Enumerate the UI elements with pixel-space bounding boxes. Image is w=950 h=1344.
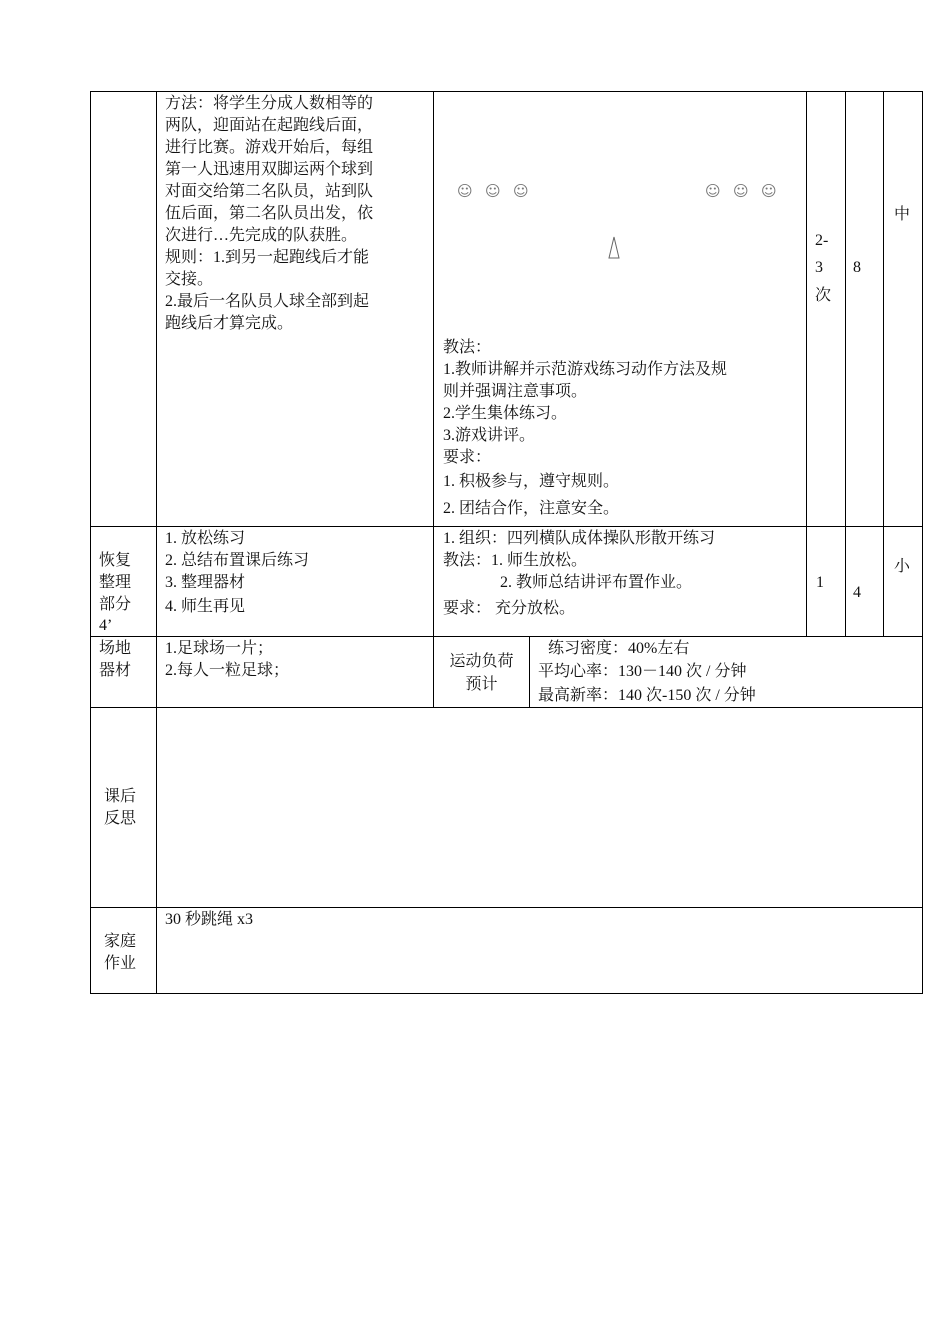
content-line: 2. 总结布置课后练习 bbox=[165, 552, 310, 569]
times-line: 次 bbox=[815, 287, 832, 304]
game-content-line: 次进行…先完成的队获胜。 bbox=[165, 227, 358, 244]
label-line: 场地 bbox=[99, 640, 132, 657]
game-duration: 8 bbox=[853, 259, 861, 276]
method-line: 1. 组织：四列横队成体操队形散开练习 bbox=[443, 530, 716, 547]
method-line: 教法： bbox=[443, 339, 492, 356]
game-content-line: 对面交给第二名队员，站到队 bbox=[165, 183, 374, 200]
table-border-top bbox=[90, 91, 923, 92]
row-divider bbox=[90, 907, 923, 908]
game-content-line: 伍后面，第二名队员出发，依 bbox=[165, 205, 374, 222]
method-line: 要求： 充分放松。 bbox=[443, 600, 576, 617]
label-line: 家庭 bbox=[104, 933, 137, 950]
game-content-line: 进行比赛。游戏开始后，每组 bbox=[165, 139, 374, 156]
content-line: 3. 整理器材 bbox=[165, 574, 246, 591]
method-line: 2. 团结合作，注意安全。 bbox=[443, 500, 620, 517]
times-line: 3 bbox=[815, 259, 823, 276]
reflection-content bbox=[157, 708, 922, 907]
row-divider bbox=[90, 526, 923, 527]
content-line: 1. 放松练习 bbox=[165, 530, 246, 547]
label-line: 运动负荷 bbox=[449, 653, 514, 670]
load-line: 平均心率：130－140 次 / 分钟 bbox=[538, 663, 747, 680]
game-content-line: 2.最后一名队员人球全部到起 bbox=[165, 293, 370, 310]
method-line: 教法：1. 师生放松。 bbox=[443, 552, 588, 569]
times-line: 2- bbox=[815, 232, 829, 249]
game-content-line: 跑线后才算完成。 bbox=[165, 315, 294, 332]
method-line: 1. 积极参与，遵守规则。 bbox=[443, 473, 620, 490]
method-line: 则并强调注意事项。 bbox=[443, 383, 588, 400]
homework-content: 30 秒跳绳 x3 bbox=[165, 911, 254, 928]
label-line: 课后 bbox=[104, 788, 137, 805]
label-line: 预计 bbox=[465, 676, 498, 693]
method-line: 2. 教师总结讲评布置作业。 bbox=[500, 574, 693, 591]
student-smiley-icon: ☺ bbox=[485, 182, 501, 200]
method-line: 2.学生集体练习。 bbox=[443, 405, 568, 422]
student-smiley-icon: ☺ bbox=[457, 182, 473, 200]
col-divider bbox=[529, 636, 530, 708]
load-line: 最高新率：140 次-150 次 / 分钟 bbox=[538, 687, 756, 704]
part-label-line: 4’ bbox=[99, 617, 113, 634]
label-line: 反思 bbox=[104, 810, 137, 827]
col-divider bbox=[845, 91, 846, 637]
content-line: 4. 师生再见 bbox=[165, 598, 246, 615]
student-smiley-icon: ☺ bbox=[513, 182, 529, 200]
table-border-bottom bbox=[90, 993, 923, 994]
part-label-line: 恢复 bbox=[99, 552, 132, 569]
recovery-times: 1 bbox=[816, 574, 824, 591]
table-border-left bbox=[90, 91, 91, 994]
load-line: 练习密度：40%左右 bbox=[548, 640, 690, 657]
col-divider bbox=[806, 91, 807, 637]
method-line: 要求： bbox=[443, 449, 492, 466]
label-line: 作业 bbox=[104, 955, 137, 972]
recovery-intensity: 小 bbox=[894, 558, 911, 575]
part-label-line: 整理 bbox=[99, 574, 132, 591]
game-content-line: 第一人迅速用双脚运两个球到 bbox=[165, 161, 374, 178]
game-content-line: 交接。 bbox=[165, 271, 214, 288]
table-border-right bbox=[922, 91, 923, 994]
method-line: 3.游戏讲评。 bbox=[443, 427, 536, 444]
content-line: 1.足球场一片； bbox=[165, 640, 274, 657]
cone-icon bbox=[608, 236, 620, 260]
recovery-duration: 4 bbox=[853, 584, 861, 601]
game-content-line: 方法：将学生分成人数相等的 bbox=[165, 95, 374, 112]
student-smiley-icon: ☺ bbox=[761, 182, 777, 200]
part-label-line: 部分 bbox=[99, 596, 132, 613]
method-line: 1.教师讲解并示范游戏练习动作方法及规 bbox=[443, 361, 728, 378]
col-divider bbox=[433, 91, 434, 708]
game-content-line: 规则：1.到另一起跑线后才能 bbox=[165, 249, 370, 266]
student-smiley-icon: ☺ bbox=[733, 182, 749, 200]
content-line: 2.每人一粒足球； bbox=[165, 662, 290, 679]
col-divider bbox=[883, 91, 884, 637]
label-line: 器材 bbox=[99, 662, 132, 679]
game-content-line: 两队，迎面站在起跑线后面， bbox=[165, 117, 374, 134]
row-divider bbox=[90, 636, 923, 637]
student-smiley-icon: ☺ bbox=[705, 182, 721, 200]
game-intensity: 中 bbox=[894, 206, 911, 223]
